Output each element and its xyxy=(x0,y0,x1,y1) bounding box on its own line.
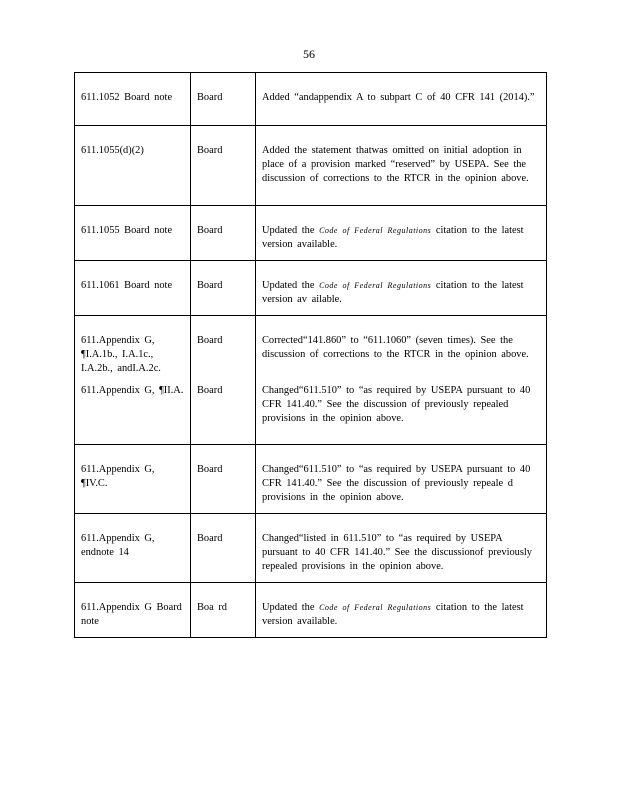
table-row xyxy=(75,444,547,513)
section-cell: 611.Appendix G Board note xyxy=(75,582,191,637)
source-cell: Board xyxy=(191,513,256,582)
source-cell: Board xyxy=(191,73,256,126)
revision-text: Changed“611.510” to “as required by USEPA pursuant to 40 CFR 141.40.” See the discussion of previously repeale d provisions in the opinion above. xyxy=(262,463,531,503)
revision-text: Added “andappendix A to subpart C of 40 CFR 141 (2014).” xyxy=(262,92,535,103)
changes-table xyxy=(74,72,547,638)
revision-cell xyxy=(256,261,547,316)
table-row xyxy=(75,73,547,126)
table-row xyxy=(75,380,547,444)
revision-text: Corrected“141.860” to “611.1060” (seven times). See the discussion of corrections to the RTCR in the opinion above. xyxy=(262,335,529,360)
revision-cell xyxy=(256,444,547,513)
revision-cell xyxy=(256,73,547,126)
revision-cell xyxy=(256,206,547,261)
table-row xyxy=(75,316,547,381)
source-cell: Board xyxy=(191,380,256,444)
citation-title: Code of Federal Regulations xyxy=(319,226,432,235)
source-cell: Board xyxy=(191,444,256,513)
table-row xyxy=(75,513,547,582)
source-cell: Board xyxy=(191,126,256,206)
revision-cell xyxy=(256,316,547,381)
section-cell: 611.Appendix G, ¶IV.C. xyxy=(75,444,191,513)
revision-text: Added the statement thatwas omitted on initial adoption in place of a provision marked “reserved” by USEPA. See the discussion of corrections to the RTCR in the opinion above. xyxy=(262,145,529,184)
section-cell: 611.Appendix G, ¶II.A. xyxy=(75,380,191,444)
revision-cell xyxy=(256,126,547,206)
section-cell: 611.1052 Board note xyxy=(75,73,191,126)
citation-title: Code of Federal Regulations xyxy=(319,281,432,290)
revision-text: citation to the latest version available. xyxy=(262,225,524,250)
table-row xyxy=(75,206,547,261)
page-number: 56 xyxy=(303,47,315,61)
source-cell: Board xyxy=(191,206,256,261)
section-cell: 611.1055 Board note xyxy=(75,206,191,261)
table-row xyxy=(75,126,547,206)
section-cell: 611.1061 Board note xyxy=(75,261,191,316)
source-cell: Board xyxy=(191,261,256,316)
revision-cell xyxy=(256,513,547,582)
revision-text: Changed“listed in 611.510” to “as required by USEPA pursuant to 40 CFR 141.40.” See the discussionof previously repealed provisions in the opinion above. xyxy=(262,532,532,572)
revision-text: citation to the latest version av ailable. xyxy=(262,280,524,305)
section-cell: 611.Appendix G, endnote 14 xyxy=(75,513,191,582)
revision-text: Changed“611.510” to “as required by USEPA pursuant to 40 CFR 141.40.” See the discussion of previously repealed provisions in the opinion above. xyxy=(262,385,531,424)
citation-title: Code of Federal Regulations xyxy=(319,602,432,612)
revision-text: Updated the xyxy=(262,601,320,613)
source-cell: Board xyxy=(191,316,256,381)
section-cell: 611.1055(d)(2) xyxy=(75,126,191,206)
table-row xyxy=(75,261,547,316)
revision-text: citation to the latest version available. xyxy=(262,601,524,627)
section-cell: 611.Appendix G, ¶I.A.1b., I.A.1c., I.A.2b., andI.A.2c. xyxy=(75,316,191,381)
source-cell: Boa rd xyxy=(191,582,256,637)
revision-text: Updated the xyxy=(262,280,320,291)
revision-cell xyxy=(256,380,547,444)
revision-cell xyxy=(256,582,547,637)
revision-text: Updated the xyxy=(262,225,320,236)
table-row xyxy=(75,582,547,637)
